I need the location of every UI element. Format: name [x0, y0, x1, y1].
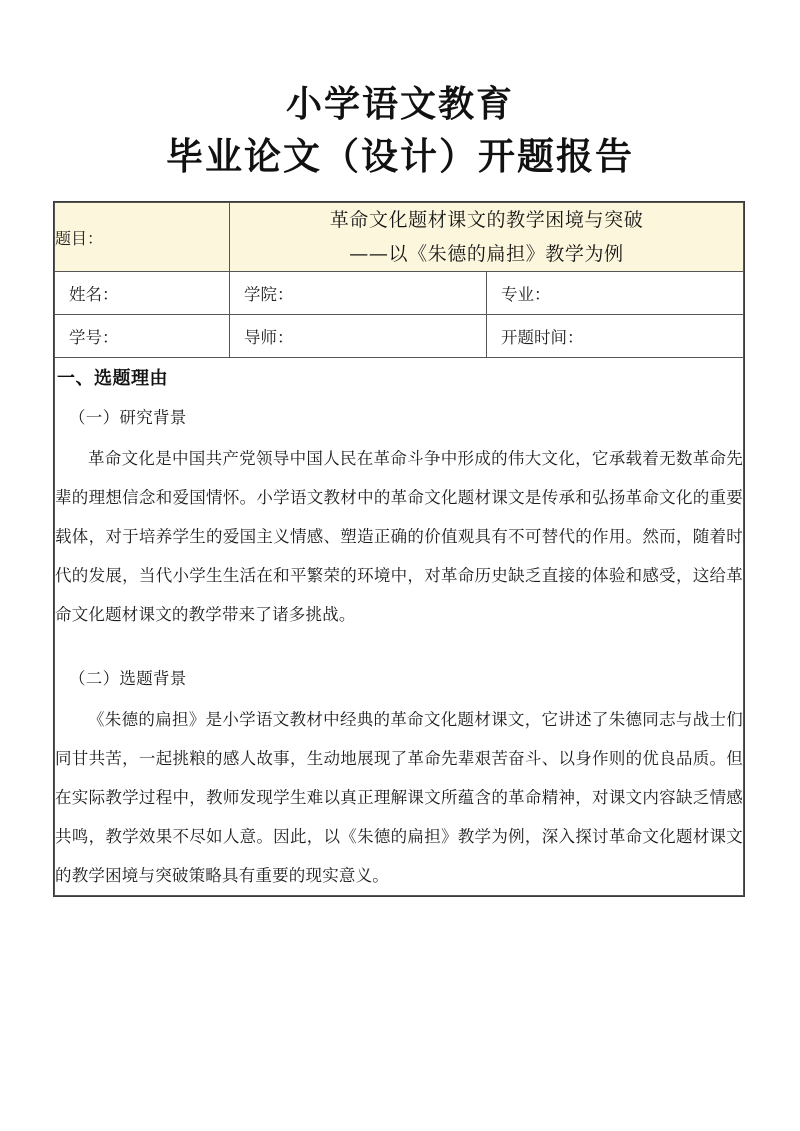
field-advisor-label: 导师： [230, 315, 487, 358]
paragraph-topic-background: 《朱德的扁担》是小学语文教材中经典的革命文化题材课文，它讲述了朱德同志与战士们同甘共苦，一起挑粮的感人故事，生动地展现了革命先辈艰苦奋斗、以身作则的优良品质。但在实际教学过程中，教师发现学生难以真正理解课文所蕴含的革命精神，对课文内容缺乏情感共鸣，教学效果不尽如人意。因此，以《朱德的扁担》教学为例，深入探讨革命文化题材课文的教学困境与突破策略具有重要的现实意义。 [55, 710, 743, 885]
report-content [55, 358, 744, 896]
document-title-line-1: 小学语文教育 [285, 83, 514, 125]
heading-section-one: 一、选题理由 [57, 368, 168, 389]
form-row-topic [55, 203, 744, 272]
topic-value-line-2: ——以《朱德的扁担》教学为例 [349, 243, 624, 265]
form-table [54, 202, 744, 896]
heading-subsection-one: （一）研究背景 [69, 408, 187, 427]
form-row-content [55, 358, 744, 896]
topic-value [230, 203, 744, 272]
form-row-identity [55, 272, 744, 315]
open-report-form [53, 201, 745, 897]
form-row-registration [55, 315, 744, 358]
field-major-label: 专业： [487, 272, 744, 315]
field-student-id-label: 学号： [55, 315, 230, 358]
field-open-date-label: 开题时间： [487, 315, 744, 358]
paragraph-research-background: 革命文化是中国共产党领导中国人民在革命斗争中形成的伟大文化，它承载着无数革命先辈的理想信念和爱国情怀。小学语文教材中的革命文化题材课文是传承和弘扬革命文化的重要载体，对于培养学生的爱国主义情感、塑造正确的价值观具有不可替代的作用。然而，随着时代的发展，当代小学生生活在和平繁荣的环境中，对革命历史缺乏直接的体验和感受，这给革命文化题材课文的教学带来了诸多挑战。 [55, 449, 743, 624]
field-name-label: 姓名： [55, 272, 230, 315]
topic-value-line-1: 革命文化题材课文的教学困境与突破 [329, 209, 644, 231]
heading-subsection-two: （二）选题背景 [69, 669, 187, 688]
document-title-line-2: 毕业论文（设计）开题报告 [166, 134, 634, 178]
document-title [0, 78, 800, 182]
topic-label: 题目： [55, 203, 230, 272]
field-college-label: 学院： [230, 272, 487, 315]
